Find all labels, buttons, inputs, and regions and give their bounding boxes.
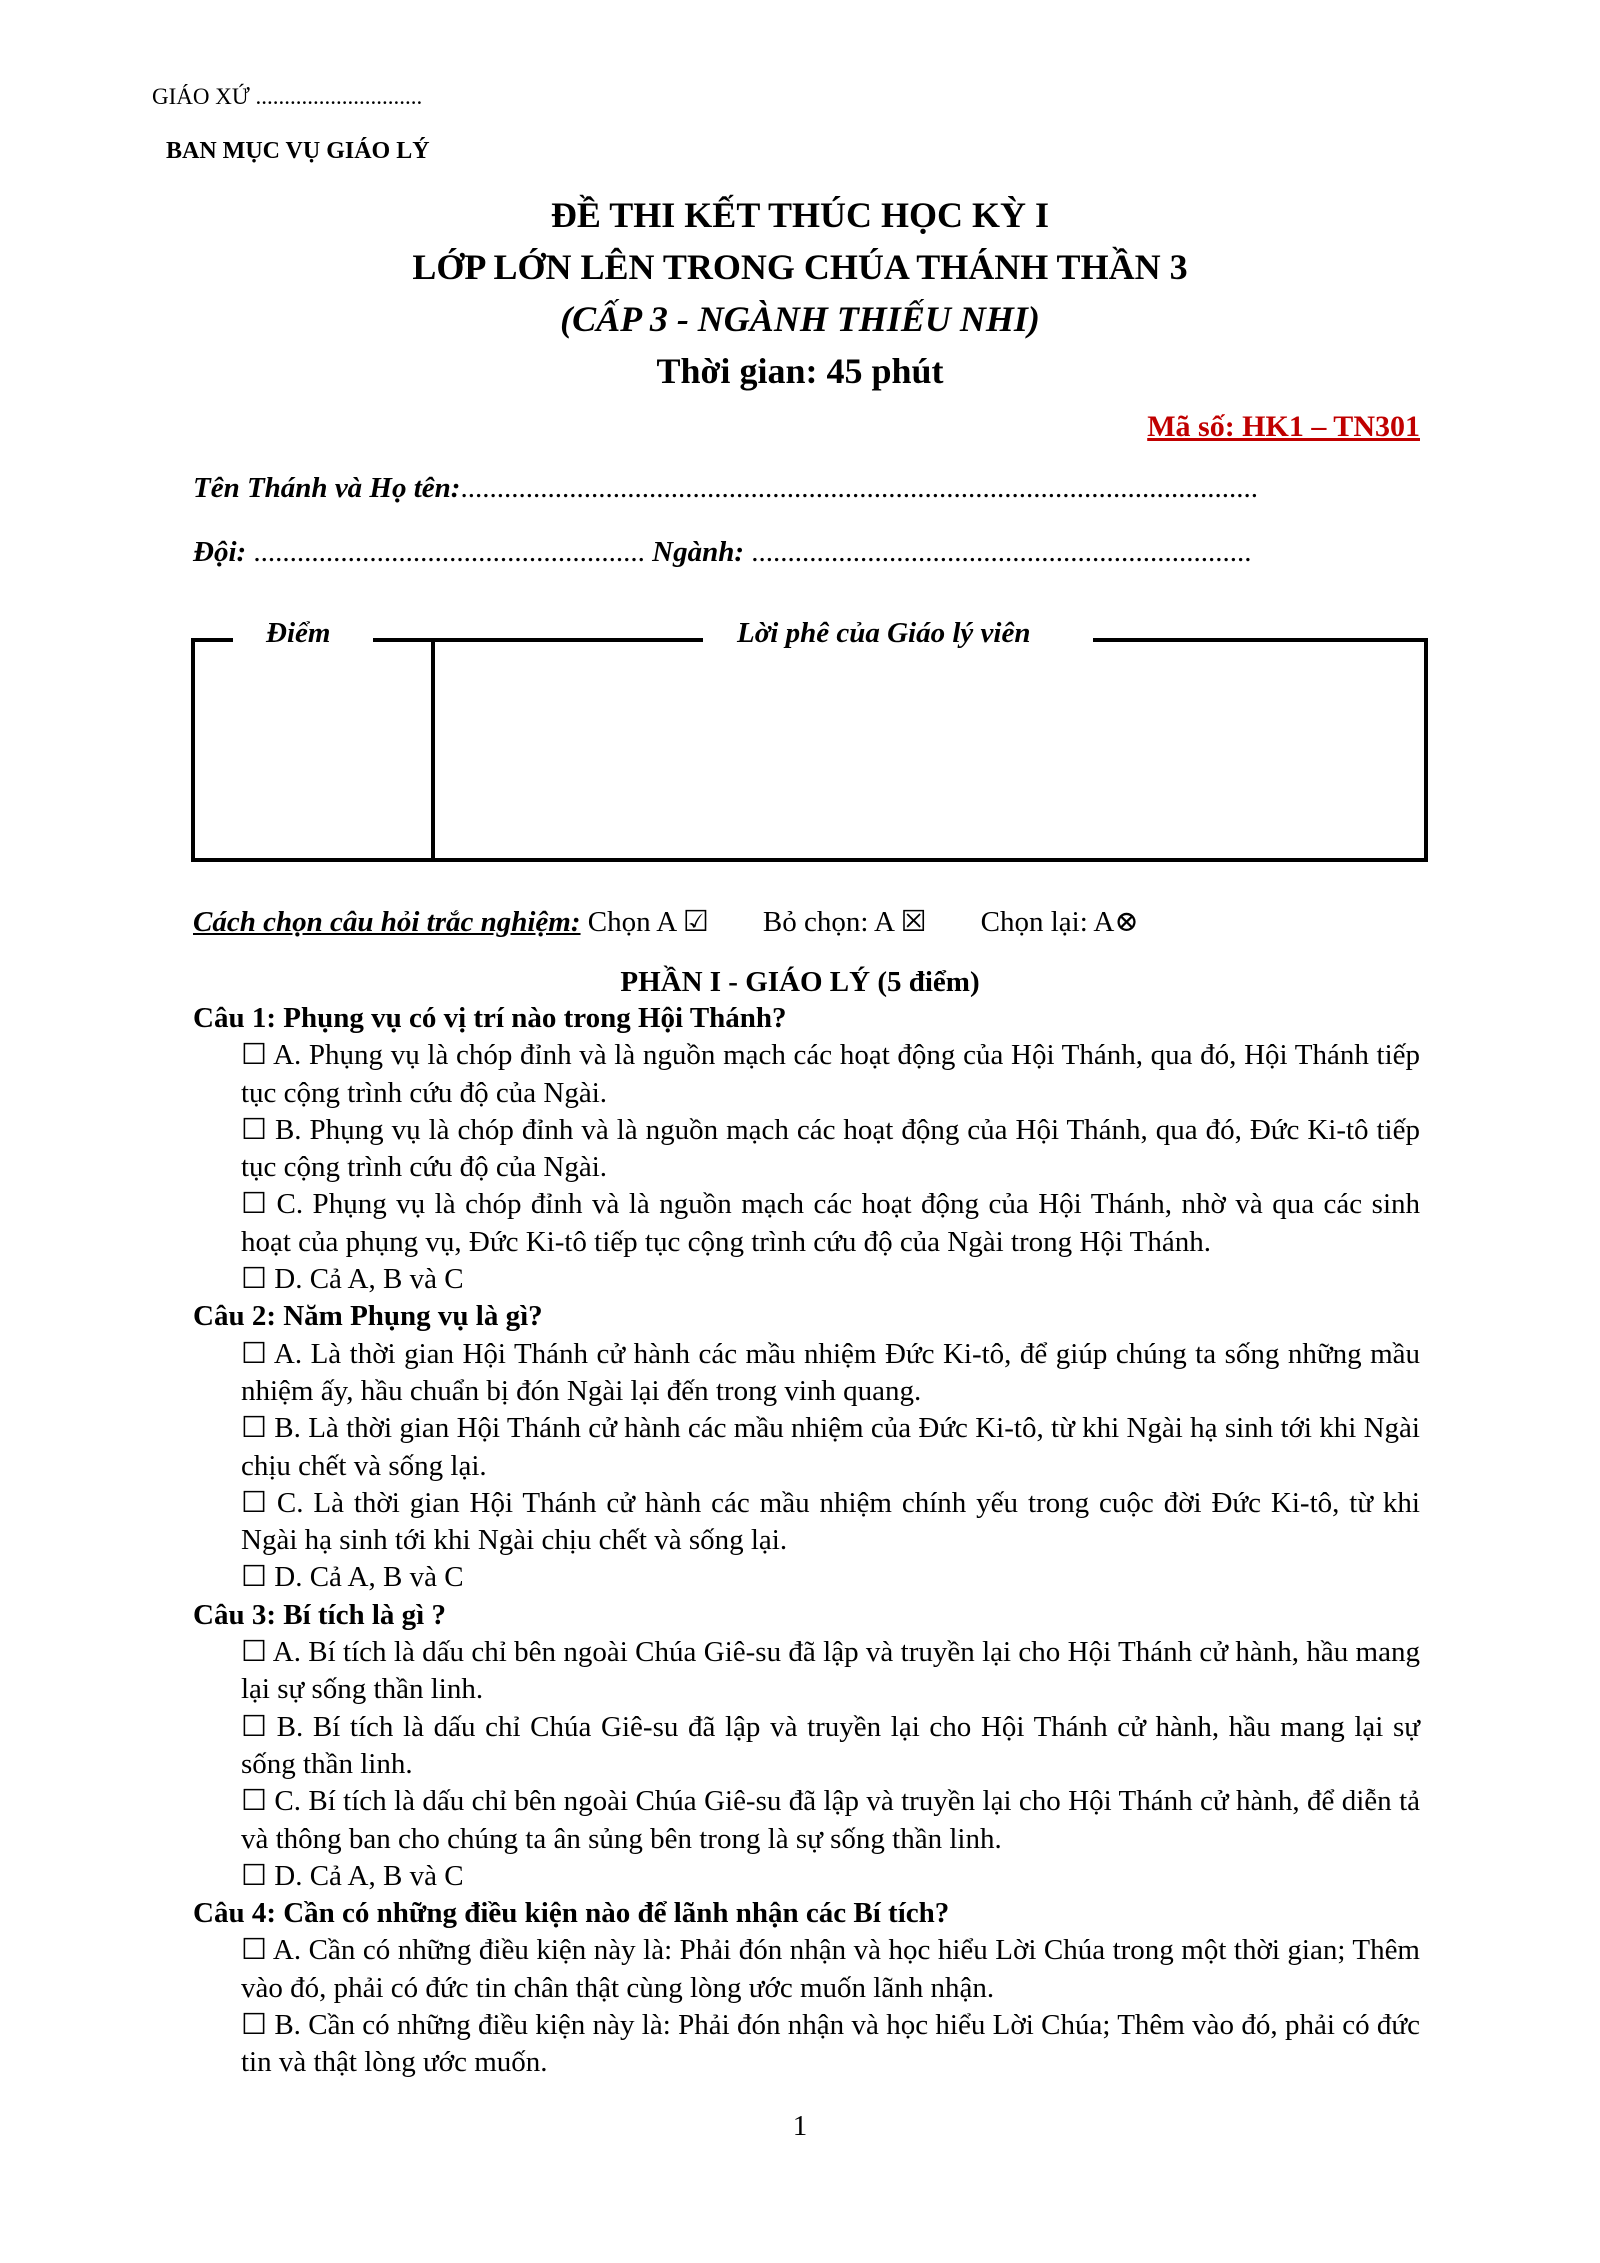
answer-option[interactable]: ☐ B. Bí tích là dấu chỉ Chúa Giê-su đã lập và truyền lại cho Hội Thánh cử hành, hầu mang lại sự sống thần linh. [241, 1710, 1420, 1780]
answer-option[interactable]: ☐ C. Bí tích là dấu chỉ bên ngoài Chúa Giê-su đã lập và truyền lại cho Hội Thánh cử hành, để diễn tả và thông ban cho chúng ta ân sủng bên trong là sự sống thần linh. [241, 1785, 1420, 1855]
instructions-label: Cách chọn câu hỏi trắc nghiệm: [193, 906, 581, 938]
answer-option[interactable]: ☐ A. Là thời gian Hội Thánh cử hành các mầu nhiệm Đức Ki-tô, để giúp chúng ta sống những mầu nhiệm ấy, hầu chuẩn bị đón Ngài lại đến trong vinh quang. [241, 1337, 1420, 1407]
instruction-deselect: Bỏ chọn: A ☒ [762, 906, 927, 938]
branch-label: Ngành: [652, 536, 745, 568]
team-branch-field [193, 536, 1252, 569]
name-label: Tên Thánh và Họ tên: [193, 472, 461, 504]
instruction-select: Chọn A ☑ [580, 906, 709, 938]
box-top-border [373, 638, 703, 642]
section-title: PHẦN I - GIÁO LÝ (5 điểm) [620, 966, 980, 998]
time-limit: Thời gian: 45 phút [656, 351, 944, 391]
name-field [193, 472, 1258, 505]
question-text: Câu 1: Phụng vụ có vị trí nào trong Hội Thánh? [193, 1002, 787, 1034]
team-blank: ...................................................... [246, 536, 653, 568]
answer-option[interactable]: ☐ B. Cần có những điều kiện này là: Phải đón nhận và học hiểu Lời Chúa; Thêm vào đó, phải có đức tin và thật lòng ước muốn. [241, 2009, 1420, 2079]
question-text: Câu 4: Cần có những điều kiện nào để lãnh nhận các Bí tích? [193, 1897, 950, 1930]
page-number: 1 [792, 2110, 808, 2142]
grade-box [191, 638, 1428, 862]
grade-box-divider [431, 638, 435, 858]
exam-title: ĐỀ THI KẾT THÚC HỌC KỲ I [550, 195, 1050, 235]
answer-option[interactable]: ☐ A. Phụng vụ là chóp đỉnh và là nguồn mạch các hoạt động của Hội Thánh, qua đó, Hội Thánh tiếp tục cộng trình cứu độ của Ngài. [241, 1039, 1420, 1109]
answer-instructions [193, 904, 1139, 939]
branch-blank: ..................................................................... [744, 536, 1252, 568]
parish-line: GIÁO XỨ ............................. [152, 84, 423, 109]
answer-option[interactable]: ☐ D. Cả A, B và C [241, 1561, 464, 1594]
class-title: LỚP LỚN LÊN TRONG CHÚA THÁNH THẦN 3 [412, 247, 1188, 287]
answer-option[interactable]: ☐ C. Phụng vụ là chóp đỉnh và là nguồn mạch các hoạt động của Hội Thánh, nhờ và qua các sinh hoạt của phụng vụ, Đức Ki-tô tiếp tục cộng trình cứu độ của Ngài trong Hội Thánh. [241, 1188, 1420, 1258]
box-top-border [1093, 638, 1424, 642]
answer-option[interactable]: ☐ C. Là thời gian Hội Thánh cử hành các mầu nhiệm chính yếu trong cuộc đời Đức Ki-tô, từ khi Ngài hạ sinh tới khi Ngài chịu chết và sống lại. [241, 1486, 1420, 1557]
answer-option[interactable]: ☐ D. Cả A, B và C [241, 1859, 464, 1892]
answer-option[interactable]: ☐ B. Phụng vụ là chóp đỉnh và là nguồn mạch các hoạt động của Hội Thánh, qua đó, Đức Ki-tô tiếp tục cộng trình cứu độ của Ngài. [241, 1113, 1420, 1184]
question-list [193, 1000, 1420, 2082]
comment-label: Lời phê của Giáo lý viên [737, 617, 1031, 649]
answer-option[interactable]: ☐ A. Bí tích là dấu chỉ bên ngoài Chúa Giê-su đã lập và truyền lại cho Hội Thánh cử hành, hầu mang lại sự sống thần linh. [241, 1636, 1420, 1706]
answer-option[interactable]: ☐ A. Cần có những điều kiện này là: Phải đón nhận và học hiểu Lời Chúa trong một thời gian; Thêm vào đó, phải có đức tin chân thật cùng lòng ước muốn lãnh nhận. [241, 1934, 1420, 2004]
ministry-name: BAN MỤC VỤ GIÁO LÝ [166, 138, 430, 164]
box-top-border [191, 638, 233, 642]
answer-option[interactable]: ☐ D. Cả A, B và C [241, 1263, 464, 1296]
question-text: Câu 2: Năm Phụng vụ là gì? [193, 1300, 543, 1333]
exam-code: Mã số: HK1 – TN301 [1147, 410, 1420, 443]
level-subtitle: (CẤP 3 - NGÀNH THIẾU NHI) [560, 299, 1040, 339]
name-blank: .............................................................................................................. [460, 472, 1258, 504]
instruction-reselect: Chọn lại: A⊗ [980, 906, 1139, 938]
team-label: Đội: [193, 536, 247, 568]
question-text: Câu 3: Bí tích là gì ? [193, 1598, 446, 1631]
score-label: Điểm [266, 617, 331, 649]
answer-option[interactable]: ☐ B. Là thời gian Hội Thánh cử hành các mầu nhiệm của Đức Ki-tô, từ khi Ngài hạ sinh tới khi Ngài chịu chết và sống lại. [241, 1412, 1420, 1482]
